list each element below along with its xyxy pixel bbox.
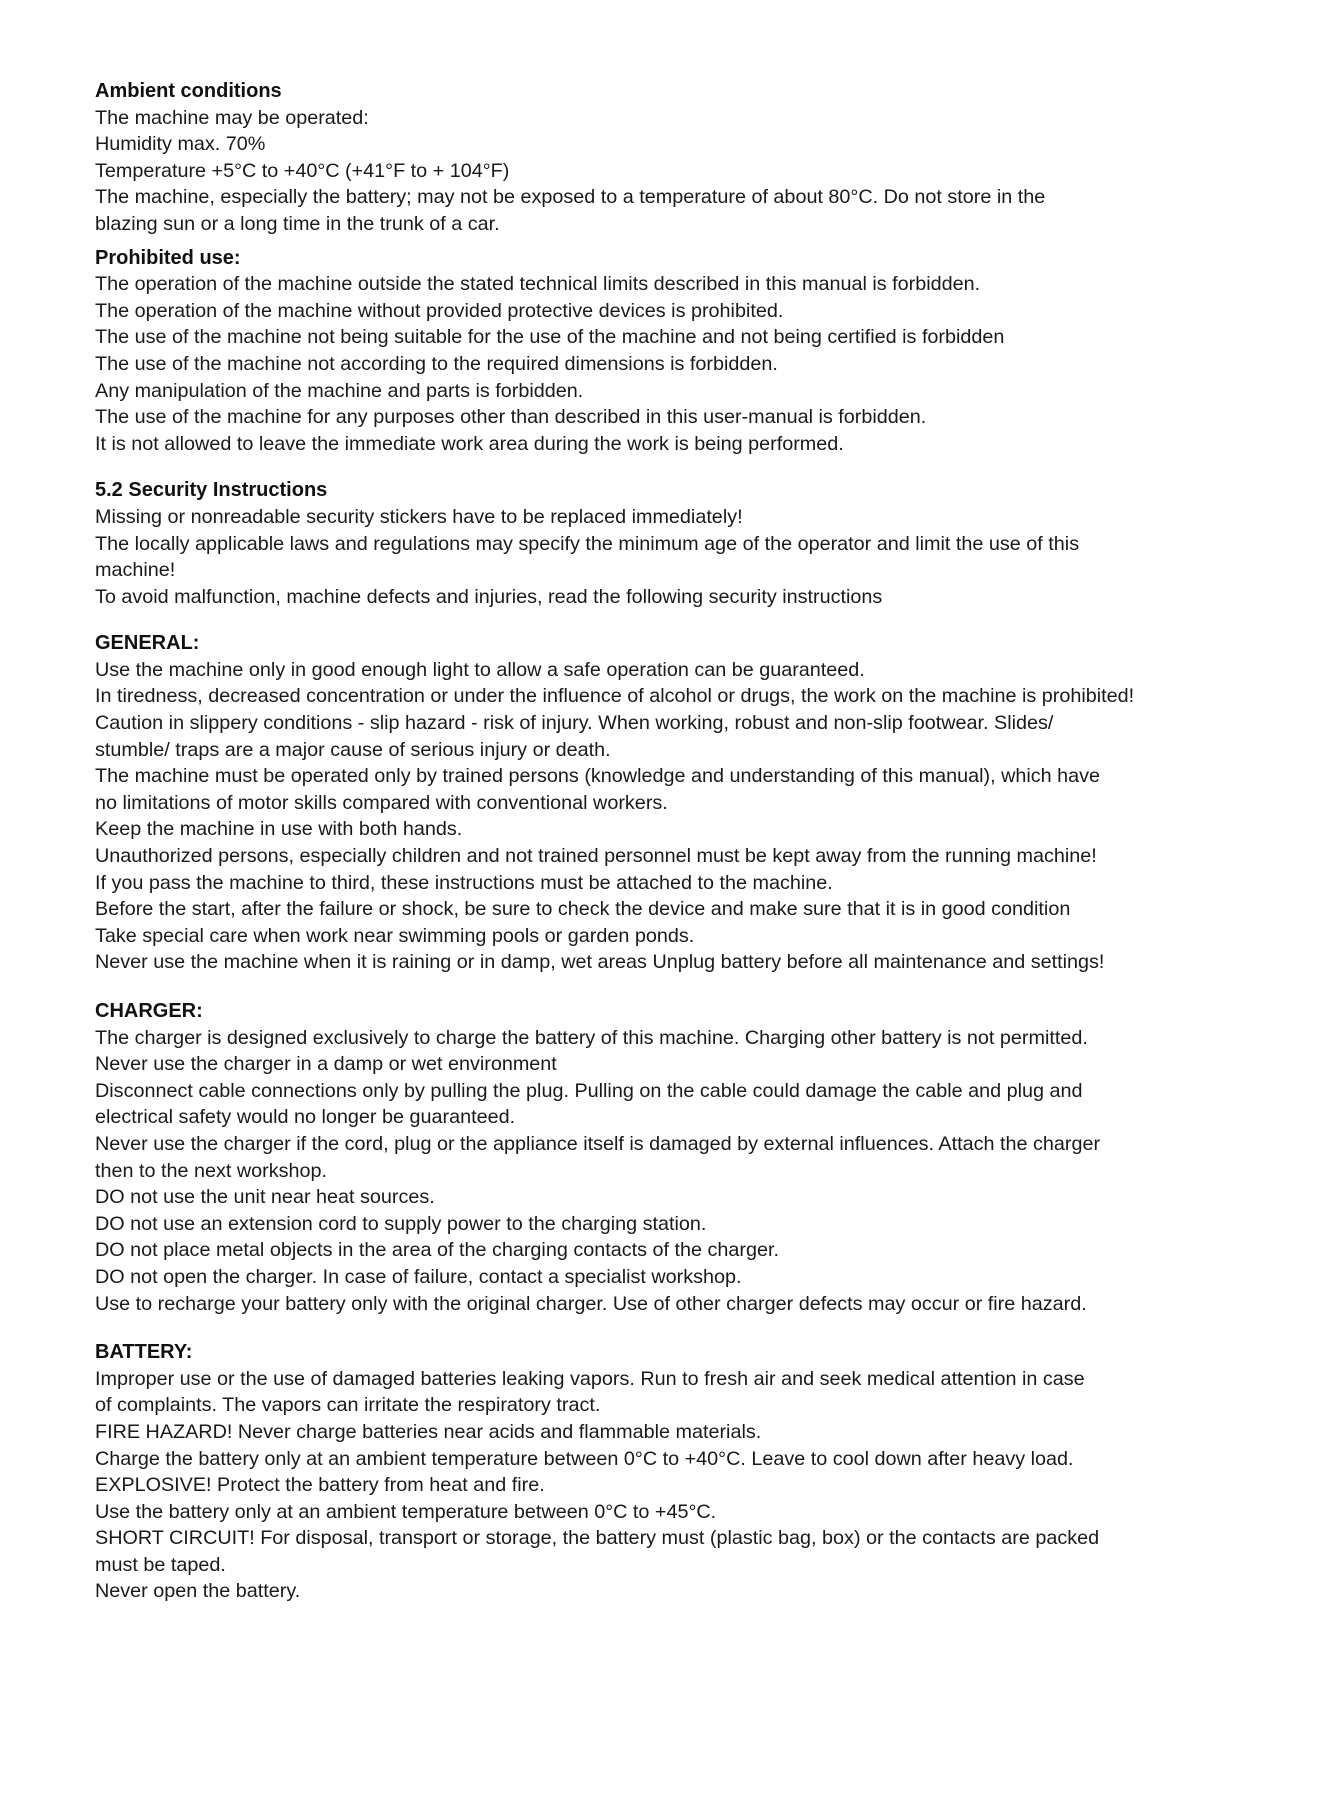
prohibited-use-heading: Prohibited use: (95, 246, 241, 269)
prohibited-line: The use of the machine not being suitable for the use of the machine and not being certified is forbidden (95, 326, 1005, 349)
general-heading: GENERAL: (95, 632, 200, 655)
charger-line: Never use the charger if the cord, plug or the appliance itself is damaged by external influences. Attach the charger (95, 1132, 1101, 1155)
battery-line: FIRE HAZARD! Never charge batteries near acids and flammable materials. (95, 1420, 762, 1443)
ambient-line: The machine, especially the battery; may not be exposed to a temperature of about 80°C. Do not store in the (95, 186, 1046, 209)
prohibited-line: It is not allowed to leave the immediate work area during the work is being performed. (95, 432, 844, 455)
battery-line: Use the battery only at an ambient temperature between 0°C to +45°C. (95, 1500, 717, 1523)
ambient-conditions-heading: Ambient conditions (95, 80, 282, 102)
ambient-line: Humidity max. 70% (95, 133, 266, 156)
charger-line: Use to recharge your battery only with the original charger. Use of other charger defects may occur or fire hazard. (95, 1292, 1087, 1315)
prohibited-line: The use of the machine for any purposes other than described in this user-manual is forbidden. (95, 406, 927, 429)
charger-line: electrical safety would no longer be guaranteed. (95, 1106, 516, 1129)
general-line: Before the start, after the failure or shock, be sure to check the device and make sure that it is in good condition (95, 898, 1071, 921)
general-line: Use the machine only in good enough light to allow a safe operation can be guaranteed. (95, 658, 865, 681)
battery-line: SHORT CIRCUIT! For disposal, transport or storage, the battery must (plastic bag, box) or the contacts are packed (95, 1527, 1100, 1550)
security-line: machine! (95, 559, 176, 582)
charger-section (95, 998, 1235, 1317)
battery-line: must be taped. (95, 1553, 226, 1576)
battery-section (95, 1339, 1235, 1605)
charger-line: DO not open the charger. In case of failure, contact a specialist workshop. (95, 1265, 742, 1288)
prohibited-line: Any manipulation of the machine and parts is forbidden. (95, 379, 584, 402)
ambient-conditions-section (95, 78, 1235, 238)
general-section (95, 630, 1235, 976)
battery-line: of complaints. The vapors can irritate the respiratory tract. (95, 1394, 601, 1417)
prohibited-line: The use of the machine not according to the required dimensions is forbidden. (95, 352, 778, 375)
security-line: Missing or nonreadable security stickers have to be replaced immediately! (95, 505, 743, 528)
battery-line: Never open the battery. (95, 1580, 301, 1603)
charger-line: DO not place metal objects in the area of the charging contacts of the charger. (95, 1239, 779, 1262)
charger-line: Disconnect cable connections only by pulling the plug. Pulling on the cable could damage the cable and plug and (95, 1079, 1083, 1102)
charger-line: Never use the charger in a damp or wet environment (95, 1053, 557, 1076)
charger-line: DO not use an extension cord to supply power to the charging station. (95, 1212, 707, 1235)
prohibited-use-section (95, 245, 1235, 458)
prohibited-line: The operation of the machine outside the stated technical limits described in this manual is forbidden. (95, 273, 981, 296)
document-page (95, 78, 1235, 1605)
general-line: no limitations of motor skills compared with conventional workers. (95, 791, 668, 814)
general-line: Keep the machine in use with both hands. (95, 818, 463, 841)
ambient-line: blazing sun or a long time in the trunk of a car. (95, 212, 500, 235)
general-line: Unauthorized persons, especially children and not trained personnel must be kept away from the running machine! (95, 845, 1097, 868)
charger-line: DO not use the unit near heat sources. (95, 1186, 435, 1209)
battery-line: Charge the battery only at an ambient temperature between 0°C to +40°C. Leave to cool down after heavy load. (95, 1447, 1074, 1470)
prohibited-line: The operation of the machine without provided protective devices is prohibited. (95, 299, 784, 322)
general-line: Caution in slippery conditions - slip hazard - risk of injury. When working, robust and non-slip footwear. Slides/ (95, 712, 1054, 735)
security-instructions-heading: 5.2 Security Instructions (95, 479, 328, 502)
general-line: Take special care when work near swimming pools or garden ponds. (95, 924, 695, 947)
charger-heading: CHARGER: (95, 1000, 203, 1022)
ambient-line: Temperature +5°C to +40°C (+41°F to + 104°F) (95, 159, 510, 182)
charger-line: then to the next workshop. (95, 1159, 328, 1182)
security-instructions-section (95, 477, 1235, 610)
security-line: To avoid malfunction, machine defects and injuries, read the following security instructions (95, 585, 883, 608)
general-line: Never use the machine when it is raining or in damp, wet areas Unplug battery before all maintenance and settings! (95, 951, 1105, 974)
general-line: In tiredness, decreased concentration or under the influence of alcohol or drugs, the work on the machine is prohibited! (95, 685, 1135, 708)
battery-line: Improper use or the use of damaged batteries leaking vapors. Run to fresh air and seek medical attention in case (95, 1367, 1085, 1390)
ambient-line: The machine may be operated: (95, 106, 369, 129)
general-line: stumble/ traps are a major cause of serious injury or death. (95, 738, 611, 761)
general-line: The machine must be operated only by trained persons (knowledge and understanding of this manual), which have (95, 765, 1101, 788)
battery-line: EXPLOSIVE! Protect the battery from heat and fire. (95, 1474, 545, 1497)
general-line: If you pass the machine to third, these instructions must be attached to the machine. (95, 871, 833, 894)
charger-line: The charger is designed exclusively to charge the battery of this machine. Charging other battery is not permitted. (95, 1026, 1088, 1049)
battery-heading: BATTERY: (95, 1341, 193, 1364)
security-line: The locally applicable laws and regulations may specify the minimum age of the operator and limit the use of this (95, 532, 1080, 555)
